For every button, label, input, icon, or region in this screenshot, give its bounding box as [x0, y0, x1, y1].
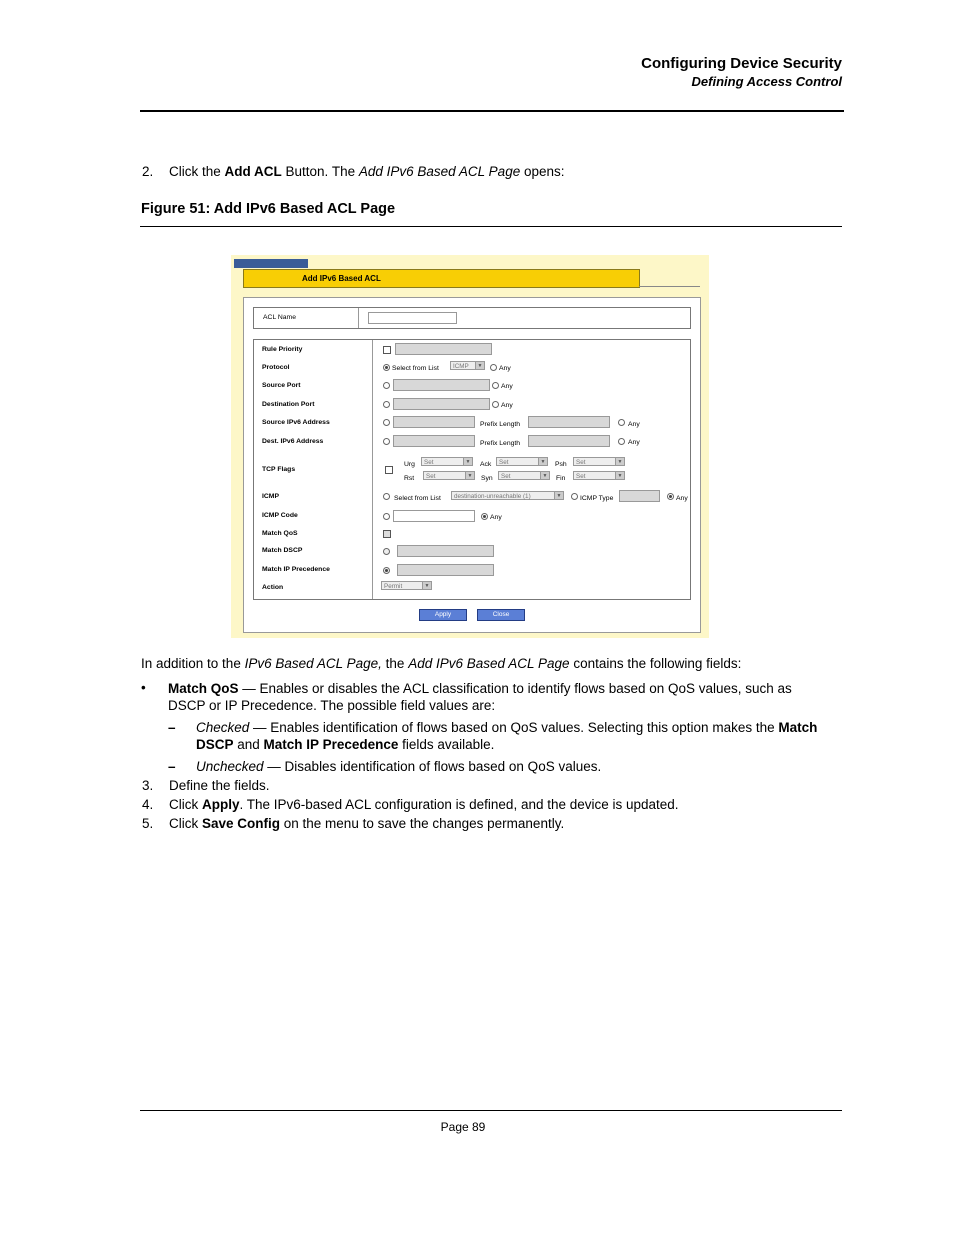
icmp-list-radio[interactable]: [383, 493, 390, 500]
source-port-input[interactable]: [393, 379, 490, 391]
step-text: Click: [169, 816, 202, 831]
form-panel: [243, 297, 701, 633]
step-bold: Apply: [202, 797, 240, 812]
dash-italic: Unchecked: [196, 759, 264, 774]
source-ipv6-radio[interactable]: [383, 419, 390, 426]
fin-select[interactable]: [573, 471, 625, 480]
header-subtitle: Defining Access Control: [691, 74, 842, 89]
urg-value: Set: [424, 459, 434, 466]
close-button[interactable]: Close: [477, 609, 525, 621]
intro-italic: IPv6 Based ACL Page,: [244, 656, 382, 671]
title-divider: [639, 286, 700, 287]
rule-priority-checkbox[interactable]: [383, 346, 391, 354]
figure-caption: Figure 51: Add IPv6 Based ACL Page: [141, 201, 396, 217]
protocol-value: ICMP: [453, 363, 469, 370]
dest-ipv6-radio[interactable]: [383, 438, 390, 445]
step-3: [142, 778, 270, 793]
dest-prefix-input[interactable]: [528, 435, 610, 447]
dest-ipv6-input[interactable]: [393, 435, 475, 447]
source-port-radio[interactable]: [383, 382, 390, 389]
step-number: 2.: [142, 164, 154, 179]
any-text: Any: [628, 439, 640, 446]
icmp-type-radio[interactable]: [571, 493, 578, 500]
syn-select[interactable]: [498, 471, 550, 480]
step-bold: Add ACL: [224, 164, 282, 179]
action-select[interactable]: [381, 581, 432, 590]
label-divider: [372, 340, 373, 599]
ack-value: Set: [499, 459, 509, 466]
dash-symbol: –: [168, 759, 176, 774]
destination-port-any-radio[interactable]: [492, 401, 499, 408]
protocol-select[interactable]: [450, 361, 485, 370]
dash-bold: Match IP Precedence: [263, 737, 399, 752]
title-bar: [243, 269, 640, 288]
match-ip-precedence-input[interactable]: [397, 564, 494, 576]
step-2: [142, 164, 565, 179]
dest-ipv6-any-radio[interactable]: [618, 438, 625, 445]
acl-name-label: ACL Name: [263, 314, 296, 321]
figure-rule: [140, 226, 842, 227]
chevron-down-icon: ▼: [538, 458, 547, 465]
any-text: Any: [501, 383, 513, 390]
step-number: 3.: [142, 778, 154, 793]
chevron-down-icon: ▼: [475, 362, 484, 369]
fin-label: Fin: [556, 475, 566, 482]
dash-bold: Match: [778, 720, 818, 735]
step-text: Define the fields.: [169, 778, 270, 793]
icmp-code-input[interactable]: [393, 510, 475, 522]
dash-text: — Disables identification of flows based on QoS values.: [263, 759, 602, 774]
any-text: Any: [628, 421, 640, 428]
source-prefix-input[interactable]: [528, 416, 610, 428]
icmp-type-text: ICMP Type: [580, 495, 614, 502]
step-number: 4.: [142, 797, 154, 812]
destination-port-label: Destination Port: [262, 401, 315, 408]
intro-italic: Add IPv6 Based ACL Page: [408, 656, 570, 671]
intro-text: the: [381, 656, 409, 671]
icmp-code-radio[interactable]: [383, 513, 390, 520]
dash-text: and: [233, 737, 264, 752]
step-text: . The IPv6-based ACL configuration is defined, and the device is updated.: [239, 797, 679, 812]
match-dscp-label: Match DSCP: [262, 547, 303, 554]
dash-line: [196, 719, 817, 736]
acl-name-box: [253, 307, 691, 329]
protocol-list-radio[interactable]: [383, 364, 390, 371]
label-divider: [358, 308, 359, 328]
dash-italic: Checked: [196, 720, 250, 735]
form-title: Add IPv6 Based ACL: [302, 274, 381, 283]
chevron-down-icon: ▼: [422, 582, 431, 589]
icmp-select[interactable]: [451, 491, 564, 500]
fin-value: Set: [576, 473, 586, 480]
chevron-down-icon: ▼: [615, 458, 624, 465]
step-text: Click the: [169, 164, 225, 179]
step-4: [142, 797, 679, 812]
dash-checked: [196, 719, 817, 753]
protocol-label: Protocol: [262, 364, 290, 371]
icmp-type-input[interactable]: [619, 490, 660, 502]
tcp-flags-label: TCP Flags: [262, 466, 296, 473]
tcp-flags-checkbox[interactable]: [385, 466, 393, 474]
window-tab: [234, 259, 308, 268]
source-port-label: Source Port: [262, 382, 301, 389]
select-from-list-text: Select from List: [392, 365, 439, 372]
any-text: Any: [490, 514, 502, 521]
ack-select[interactable]: [496, 457, 548, 466]
icmp-code-any-radio[interactable]: [481, 513, 488, 520]
icmp-code-label: ICMP Code: [262, 512, 298, 519]
dash-unchecked: [196, 758, 601, 775]
match-dscp-radio[interactable]: [383, 548, 390, 555]
dash-text: — Enables identification of flows based on QoS values. Selecting this option makes the: [249, 720, 779, 735]
match-ip-precedence-radio[interactable]: [383, 567, 390, 574]
any-text: Any: [499, 365, 511, 372]
chevron-down-icon: ▼: [463, 458, 472, 465]
dest-ipv6-label: Dest. IPv6 Address: [262, 438, 324, 445]
intro-text: In addition to the: [141, 656, 245, 671]
step-text: Click: [169, 797, 202, 812]
icmp-any-radio[interactable]: [667, 493, 674, 500]
destination-port-input[interactable]: [393, 398, 490, 410]
rst-label: Rst: [404, 475, 415, 482]
bullet-line: DSCP or IP Precedence. The possible field values are:: [168, 698, 496, 713]
bullet-line: [168, 680, 792, 697]
header-rule: [140, 110, 844, 112]
dash-text: fields available.: [398, 737, 495, 752]
step-text: on the menu to save the changes permanently.: [280, 816, 565, 831]
chevron-down-icon: ▼: [540, 472, 549, 479]
step-text: Button. The: [281, 164, 359, 179]
chevron-down-icon: ▼: [615, 472, 624, 479]
bullet-symbol: •: [141, 680, 146, 695]
footer-rule: [140, 1110, 842, 1111]
source-ipv6-input[interactable]: [393, 416, 475, 428]
psh-select[interactable]: [573, 457, 625, 466]
any-text: Any: [501, 402, 513, 409]
intro-text: contains the following fields:: [569, 656, 742, 671]
prefix-length-text: Prefix Length: [480, 421, 521, 428]
destination-port-radio[interactable]: [383, 401, 390, 408]
dash-bold: DSCP: [196, 737, 234, 752]
urg-label: Urg: [404, 461, 415, 468]
match-ip-precedence-label: Match IP Precedence: [262, 566, 330, 573]
dash-line: [196, 736, 817, 753]
apply-button[interactable]: Apply: [419, 609, 467, 621]
header-title: Configuring Device Security: [641, 55, 842, 72]
page-number: Page 89: [440, 1120, 486, 1134]
ack-label: Ack: [480, 461, 492, 468]
action-label: Action: [262, 584, 284, 591]
urg-select[interactable]: [421, 457, 473, 466]
protocol-any-radio[interactable]: [490, 364, 497, 371]
source-port-any-radio[interactable]: [492, 382, 499, 389]
icmp-value: destination-unreachable (1): [454, 493, 531, 500]
any-text: Any: [676, 495, 688, 502]
rst-select[interactable]: [423, 471, 475, 480]
syn-value: Set: [501, 473, 511, 480]
icmp-label: ICMP: [262, 493, 279, 500]
bullet-match-qos: [168, 680, 792, 714]
step-italic: Add IPv6 Based ACL Page: [358, 164, 521, 179]
chevron-down-icon: ▼: [465, 472, 474, 479]
bullet-bold: Match QoS: [168, 681, 239, 696]
step-number: 5.: [142, 816, 154, 831]
bullet-text: — Enables or disables the ACL classification to identify flows based on QoS values, such as: [238, 681, 792, 696]
rule-priority-input[interactable]: [395, 343, 492, 355]
match-dscp-input[interactable]: [397, 545, 494, 557]
acl-name-input[interactable]: [368, 312, 457, 324]
dash-symbol: –: [168, 720, 176, 735]
source-ipv6-any-radio[interactable]: [618, 419, 625, 426]
syn-label: Syn: [481, 475, 493, 482]
prefix-length-text: Prefix Length: [480, 440, 521, 447]
psh-value: Set: [576, 459, 586, 466]
chevron-down-icon: ▼: [554, 492, 563, 499]
rules-box: [253, 339, 691, 600]
match-qos-label: Match QoS: [262, 530, 298, 537]
step-5: [142, 816, 564, 831]
figure-screenshot: [231, 255, 709, 638]
psh-label: Psh: [555, 461, 567, 468]
rule-priority-label: Rule Priority: [262, 346, 303, 353]
step-bold: Save Config: [202, 816, 281, 831]
match-qos-checkbox[interactable]: [383, 530, 391, 538]
intro-paragraph: [141, 655, 741, 672]
step-text: opens:: [520, 164, 565, 179]
select-from-list-text: Select from List: [394, 495, 441, 502]
rst-value: Set: [426, 473, 436, 480]
action-value: Permit: [384, 583, 403, 590]
source-ipv6-label: Source IPv6 Address: [262, 419, 330, 426]
